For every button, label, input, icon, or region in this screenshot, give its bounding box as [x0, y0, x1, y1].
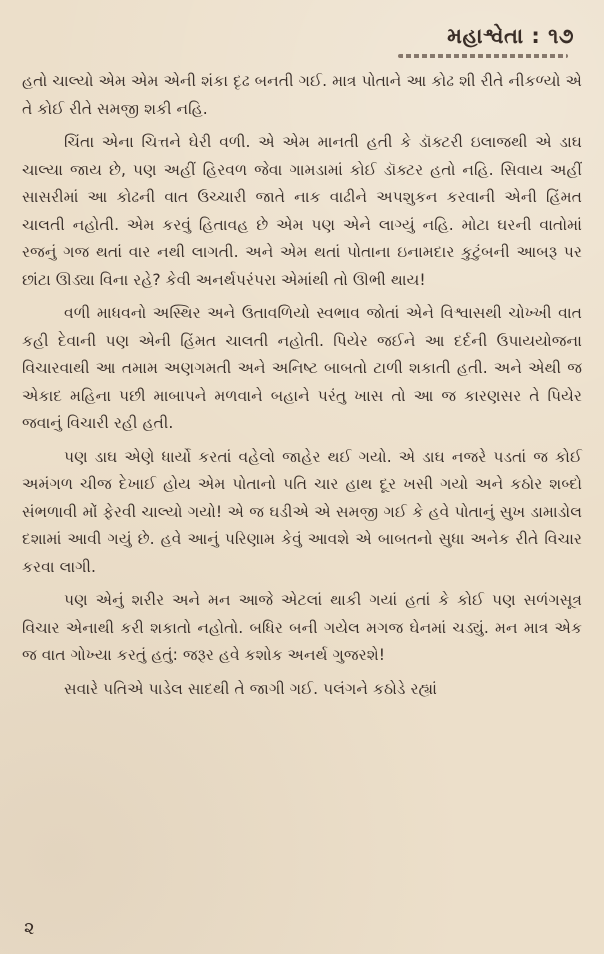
page-folio: ૨ — [24, 918, 35, 939]
paragraph-3: વળી માધવનો અસ્થિર અને ઉતાવળિયો સ્વભાવ જોતાં એને વિશ્વાસથી ચોખ્ખી વાત કહી દેવાની પણ એની હિંમત ચાલતી નહોતી. પિયેર જઈને આ દર્દની ઉપાયયોજના વિચારવાથી આ તમામ અણગમતી અને અનિષ્ટ બાબતો ટાળી શકાતી હતી. અને એથી જ એકાદ મહિના પછી માબાપને મળવાને બહાને પરંતુ ખાસ તો આ જ કારણસર તે પિયેર જવાનું વિચારી રહી હતી. — [22, 304, 582, 432]
page-body — [22, 68, 582, 703]
paragraph-6: સવારે પતિએ પાડેલ સાદથી તે જાગી ગઈ. પલંગને કઠોડે રહ્યાં — [64, 679, 437, 698]
paragraph-2: ચિંતા એના ચિત્તને ઘેરી વળી. એ એમ માનતી હતી કે ડૉક્ટરી ઇલાજથી એ ડાઘ ચાલ્યા જાય છે, પણ અહીં હિરવળ જેવા ગામડામાં કોઈ ડૉક્ટર હતો નહિ. સિવાય અહીં સાસરીમાં આ કોઢની વાત ઉચ્ચારી જાતે નાક વાઢીને અપશુકન કરવાની એની હિંમત ચાલતી નહોતી. એમ કરવું હિતાવહ છે એમ પણ એને લાગ્યું નહિ. મોટા ઘરની વાતોમાં રજનું ગજ થતાં વાર નથી લાગતી. અને એમ થતાં પોતાના ઇનામદાર કુટુંબની આબરૂ પર છાંટા ઊડ્યા વિના રહે? કેવી અનર્થપરંપરા એમાંથી તો ઊભી થાય! — [22, 133, 582, 289]
paragraph-4: પણ ડાઘ એણે ધાર્યો કરતાં વહેલો જાહેર થઈ ગયો. એ ડાઘ નજરે પડતાં જ કોઈ અમંગળ ચીજ દેખાઈ હોય એમ પોતાનો પતિ ચાર હાથ દૂર ખસી ગયો અને કઠોર શબ્દો સંભળાવી મોં ફેરવી ચાલ્યો ગયો! એ જ ઘડીએ એ સમજી ગઈ કે હવે પોતાનું સુખ ડામાડોલ દશામાં આવી ગયું છે. હવે આનું પરિણામ કેવું આવશે એ બાબતનો સુધા અનેક રીતે વિચાર કરવા લાગી. — [22, 447, 582, 576]
header-rule — [398, 54, 568, 58]
running-head — [22, 22, 574, 50]
running-title: મહાશ્વેતા : ૧૭ — [447, 24, 574, 48]
paragraph-5: પણ એનું શરીર અને મન આજે એટલાં થાકી ગયાં હતાં કે કોઈ પણ સળંગસૂત્ર વિચાર એનાથી કરી શકાતો નહોતો. બધિર બની ગયેલ મગજ ઘેનમાં ચડ્યું. મન માત્ર એક જ વાત ગોખ્યા કરતું હતું: જરૂર હવે કશોક અનર્થ ગુજરશે! — [22, 591, 582, 664]
paragraph-1: હતો ચાલ્યો એમ એમ એની શંકા દૃઢ બનતી ગઈ. માત્ર પોતાને આ કોઢ શી રીતે નીકળ્યો એ તે કોઈ રીતે સમજી શકી નહિ. — [22, 72, 582, 118]
